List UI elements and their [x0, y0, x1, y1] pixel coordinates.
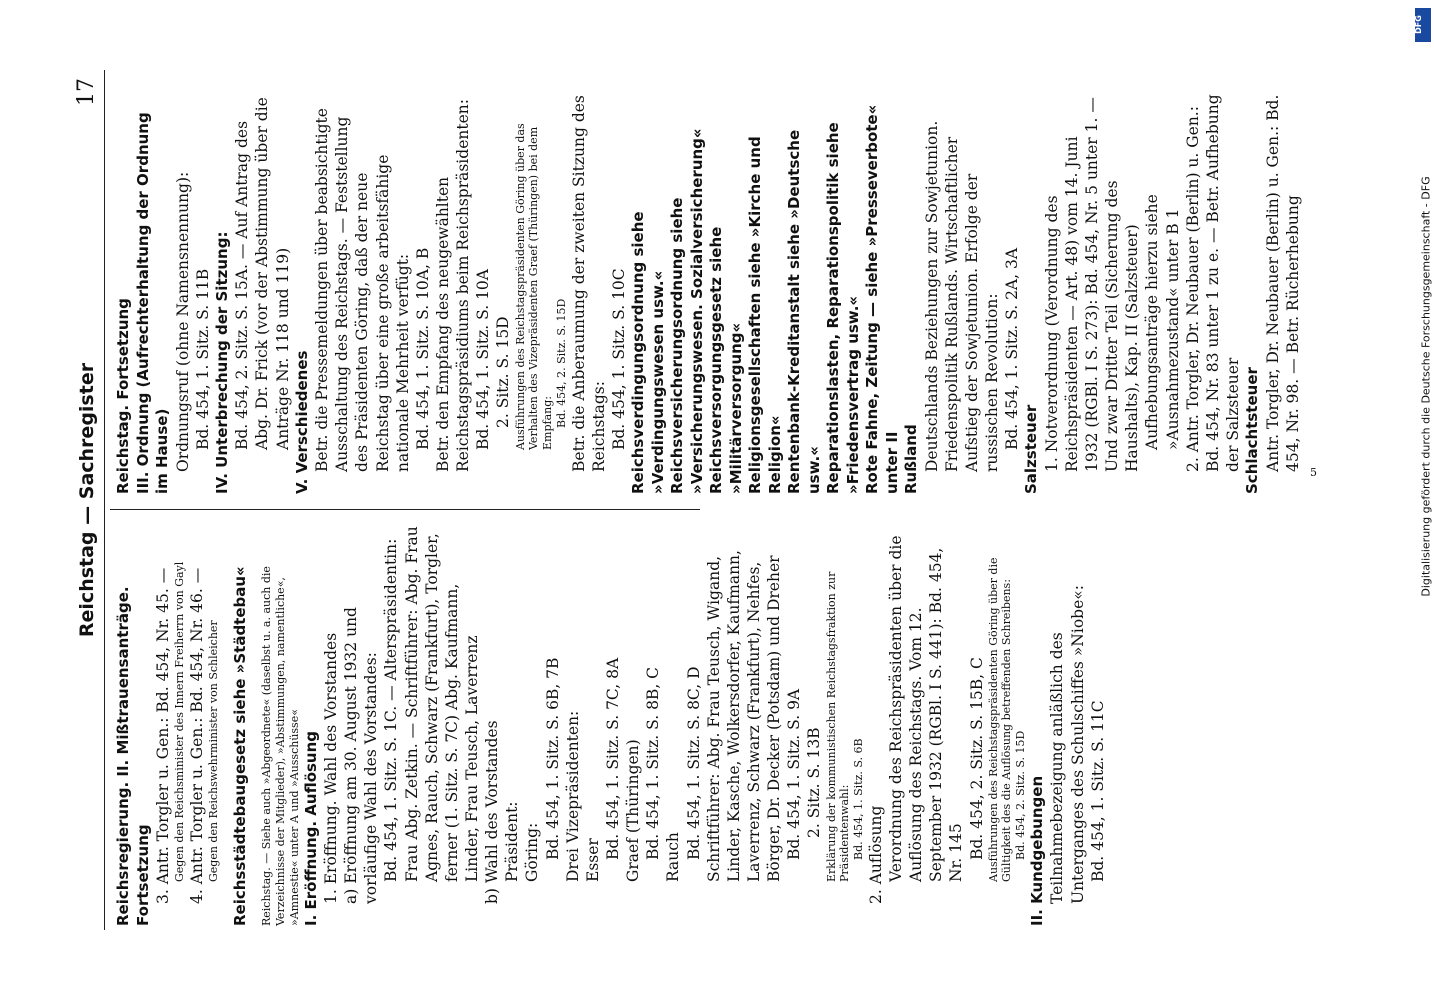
- left-column-entry: Reichsstädtebaugesetz siehe »Städtebau«: [230, 566, 249, 926]
- right-column-entry: Bd. 454, 1. Sitz. S. 10A, B: [413, 247, 432, 450]
- left-column-entry: 1. Eröffnung. Wahl des Vorstandes: [322, 632, 341, 904]
- left-column-entry: Verordnung des Reichspräsidenten über die Auflösung des Reichstags. Vom 12. September 1932 (RGBl. I S. 441): Bd. 454, Nr. 145: [886, 535, 966, 882]
- left-column-entry: [221, 526, 231, 926]
- right-column-entry: Bd. 454, 1. Sitz. S. 2A, 3A: [1003, 247, 1022, 450]
- right-column-entry: Salzsteuer: [1022, 404, 1041, 494]
- left-column-entry: 2. Sitz. S. 13B: [805, 727, 824, 838]
- left-column-entry: 3. Antr. Torgler u. Gen.: Bd. 454, Nr. 45. —: [154, 567, 172, 904]
- rotated-page-content: [70, 70, 1370, 930]
- right-column-entry: Betr. die Pressemeldungen über beabsichtigte Ausschaltung des Reichstags. — Feststellung des Präsidenten Göring, daß der neue Reichstag über eine große arbeitsfähige nationale Mehrheit verfügt:: [313, 108, 412, 472]
- dfg-logo: DFG: [1415, 8, 1431, 42]
- left-column-entry: Schriftführer: Abg. Frau Teusch, Wigand, Linder, Kasche, Wolkersdorfer, Kaufmann, Laverrenz, Schwarz (Frankfurt), Nehfes, Börger, Dr. Decker (Potsdam) und Dreher: [704, 550, 784, 882]
- right-column: [114, 94, 1303, 494]
- left-column-entry: a) Eröffnung am 30. August 1932 und vorläufige Wahl des Vorstandes:: [342, 607, 381, 904]
- left-column-entry: Drei Vizepräsidenten:: [563, 710, 582, 882]
- right-column-entry: IV. Unterbrechung der Sitzung:: [212, 231, 231, 494]
- left-column-entry: Bd. 454, 1. Sitz. S. 6B, 7B: [543, 657, 562, 860]
- page-number: 17: [74, 78, 99, 106]
- right-column-entry: Reichsverdingungsordnung siehe »Verdingungswesen usw.«: [629, 211, 667, 494]
- right-column-entry: Ausführungen des Reichstagspräsidenten Göring über das Verhalten des Vizepräsidenten Graef (Thüringen) bei dem Empfang:: [513, 123, 555, 450]
- column-divider: [110, 509, 700, 510]
- right-column-entry: 2. Sitz. S. 15D: [494, 316, 513, 428]
- right-column-entry: Rußland: [902, 424, 921, 494]
- right-column-entry: Religionsgesellschaften siehe »Kirche und Religion«: [746, 136, 784, 494]
- right-column-entry: Reichsversicherungsordnung siehe »Versicherungswesen. Sozialversicherung«: [668, 128, 706, 494]
- signature-mark: 5: [1310, 466, 1317, 479]
- digitization-credit: [1408, 0, 1434, 1000]
- left-column-entry: Gegen den Reichsminister des Innern Freiherrn von Gayl: [173, 561, 187, 882]
- left-column-entry: [250, 526, 260, 926]
- left-column-entry: I. Eröffnung. Auflösung: [301, 730, 320, 926]
- running-title: Reichstag — Sachregister: [76, 362, 98, 638]
- left-column-entry: Graef (Thüringen): [624, 739, 643, 882]
- right-column-entry: Deutschlands Beziehungen zur Sowjetunion. Friedenspolitik Rußlands. Wirtschaftlicher Aufstieg der Sowjetunion. Erfolge der russischen Revolution:: [922, 120, 1001, 472]
- right-column-entry: Bd. 454, 1. Sitz. S. 10A: [474, 269, 493, 450]
- right-column-entry: Aufhebungsanträge hierzu siehe »Ausnahmezustand« unter B 1: [1143, 194, 1182, 450]
- left-column-entry: Bd. 454, 1. Sitz. S. 9A: [785, 688, 804, 860]
- right-column-entry: III. Ordnung (Aufrechterhaltung der Ordnung im Hause): [133, 112, 171, 494]
- left-column-entry: 4. Antr. Torgler u. Gen.: Bd. 454, Nr. 46. —: [187, 567, 206, 904]
- left-column-entry: Göring:: [523, 822, 542, 882]
- left-column-entry: II. Kundgebungen: [1027, 775, 1046, 926]
- right-column-entry: Rote Fahne, Zeitung — siehe »Presseverbote« unter II: [863, 104, 901, 494]
- right-column-entry: 1. Notverordnung (Verordnung des Reichspräsidenten — Art. 48) vom 14. Juni 1932 (RGBl. I S. 273): Bd. 454, Nr. 5 unter 1. — Und zwar Dritter Teil (Sicherung des Haushalts), Kap. II (Salzsteuer): [1042, 97, 1142, 472]
- right-column-entry: Bd. 454, 2. Sitz. S. 15D: [554, 298, 568, 428]
- right-column-entry: Betr. die Anberaumung der zweiten Sitzung des Reichstags:: [569, 95, 608, 472]
- right-column-entry: Bd. 454, 1. Sitz. S. 10C: [609, 268, 628, 450]
- right-column-entry: V. Verschiedenes: [292, 350, 311, 494]
- right-column-entry: Bd. 454, 1. Sitz. S. 11B: [193, 268, 212, 450]
- left-column-entry: Ausführungen des Reichstagspräsidenten Göring über die Gültigkeit des die Auflösung betreffenden Schreibens:: [986, 557, 1014, 882]
- page-header: [70, 70, 110, 930]
- left-column-entry: Teilnahmebezeigung anläßlich des Unterganges des Schulschiffes »Niobe«:: [1048, 585, 1087, 904]
- left-column-entry: b) Wahl des Vorstandes: [483, 720, 502, 904]
- credit-text: Digitalisierung gefördert durch die Deutsche Forschungsgemeinschaft - DFG: [1419, 176, 1433, 597]
- left-column-entry: Reichsregierung. II. Mißtrauensanträge. Fortsetzung: [114, 586, 152, 926]
- right-column-entry: Bd. 454, 2. Sitz. S. 15A. — Auf Antrag des Abg. Dr. Frick (vor der Abstimmung über die Anträge Nr. 118 und 119): [233, 97, 292, 450]
- left-column-entry: Erklärung der kommunistischen Reichstagsfraktion zur Präsidentenwahl:: [824, 571, 852, 882]
- right-column-entry: Betr. den Empfang des neugewählten Reichstagspräsidiums beim Reichspräsidenten:: [434, 99, 473, 472]
- left-column-entry: Bd. 454, 1. Sitz. S. 11C: [1088, 700, 1107, 882]
- right-column-entry: Reichsversorgungsgesetz siehe »Militärversorgung«: [707, 226, 745, 494]
- right-column-entry: Antr. Torgler, Dr. Neubauer (Berlin) u. Gen.: Bd. 454, Nr. 98. — Betr. Rücherhebung: [1263, 94, 1302, 472]
- left-column-entry: Bd. 454, 1. Sitz. S. 7C, 8A: [604, 657, 622, 860]
- left-column-entry: Bd. 454, 1. Sitz. S. 8B, C: [644, 666, 663, 860]
- left-column-entry: Bd. 454, 2. Sitz. S. 15B, C: [967, 657, 986, 860]
- right-column-entry: 2. Antr. Torgler, Dr. Neubauer (Berlin) u. Gen.: Bd. 454, Nr. 83 unter 1 zu e. — Betr. Aufhebung der Salzsteuer: [1183, 94, 1242, 472]
- left-column-entry: 2. Auflösung: [866, 805, 885, 904]
- left-column-entry: Bd. 454, 1. Sitz. S. 8C, D: [684, 666, 703, 860]
- left-column-entry: Präsident:: [503, 801, 522, 882]
- left-column-entry: Gegen den Reichswehrminister von Schleicher: [207, 620, 221, 882]
- right-column-entry: Schlachtsteuer: [1243, 367, 1262, 494]
- header-rule: [104, 70, 105, 930]
- left-column-entry: Esser: [583, 838, 602, 882]
- left-column-entry: Bd. 454, 1. Sitz. S. 6B: [852, 738, 866, 860]
- right-column-entry: Reparationslasten, Reparationspolitik siehe »Friedensvertrag usw.«: [824, 122, 862, 494]
- left-column-entry: Bd. 454, 1. Sitz. S. 1C. — Alterspräsidentin: Frau Abg. Zetkin. — Schriftführer: Abg. Frau Agnes, Rauch, Schwarz (Frankfurt), Torgler, ferner (1. Sitz. S. 7C) Abg. Kaufmann, Linder, Frau Teusch, Laverrenz: [382, 526, 482, 882]
- left-column-entry: Rauch: [664, 832, 683, 882]
- left-column-entry: Reichstag. — Siehe auch »Abgeordnete« (daselbst u. a. auch die Verzeichnisse der Mitglieder), »Abstimmungen, namentliche«, »Amnestie« unter A und »Ausschüsse«: [260, 566, 301, 926]
- left-column-entry: Bd. 454, 2. Sitz. S. 15D: [1014, 730, 1028, 860]
- right-column-entry: Rentenbank-Kreditanstalt siehe »Deutsche usw.«: [785, 129, 823, 494]
- right-column-entry: Ordnungsruf (ohne Namensnennung):: [173, 171, 192, 472]
- left-column: [114, 526, 1108, 926]
- right-column-entry: Reichstag. Fortsetzung: [114, 298, 132, 494]
